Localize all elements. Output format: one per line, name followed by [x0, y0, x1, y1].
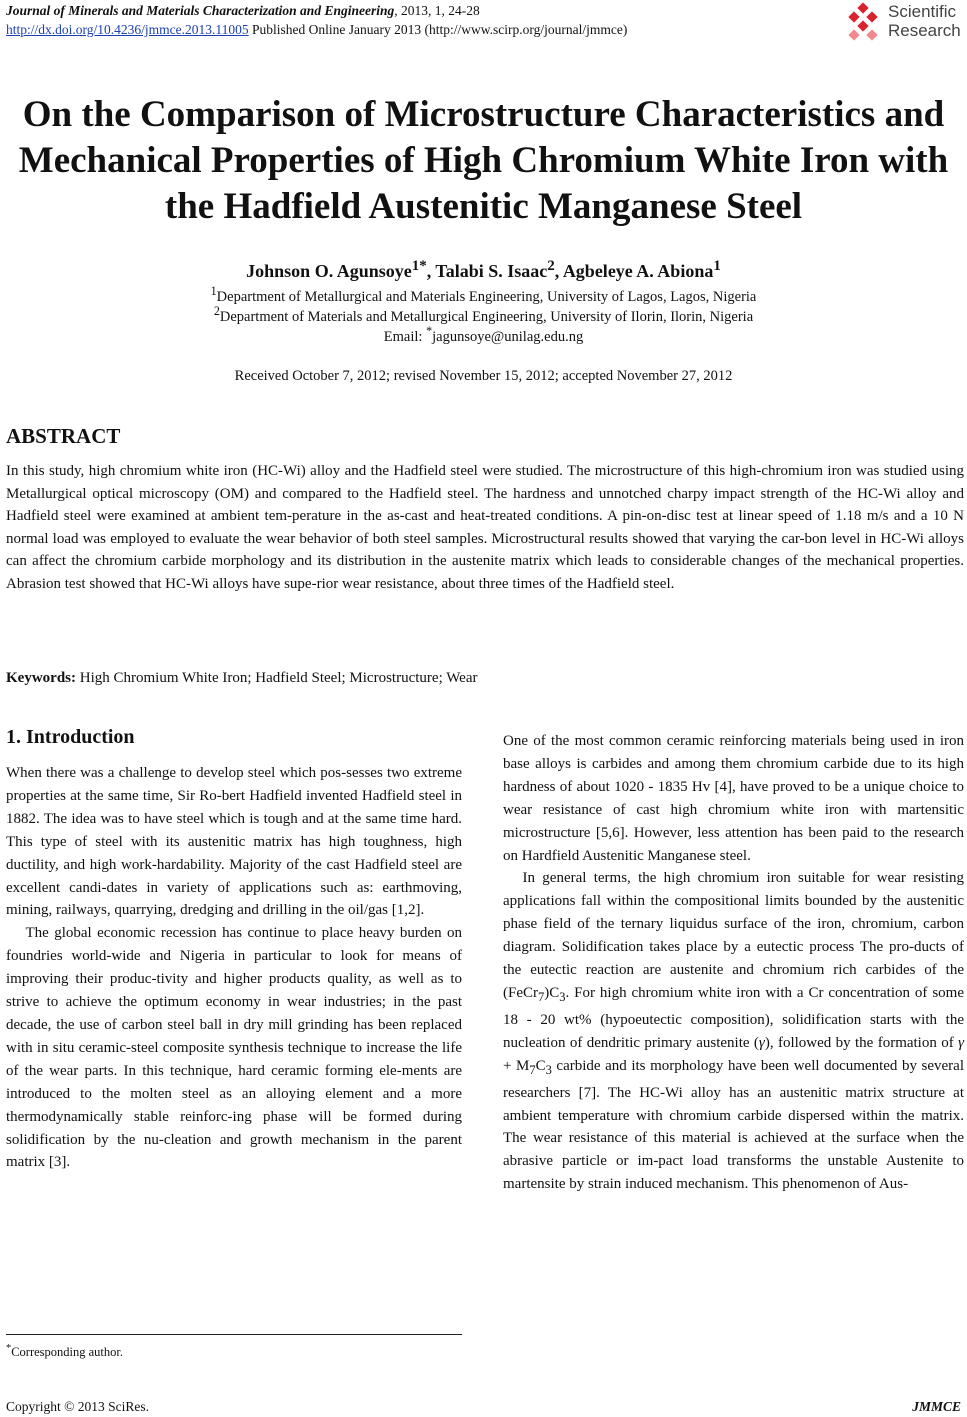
section-heading-introduction: 1. Introduction — [6, 726, 135, 748]
journal-name: Journal of Minerals and Materials Characterization and Engineering — [6, 3, 395, 18]
logo-word-2: Research — [888, 21, 961, 40]
journal-abbreviation: JMMCE — [912, 1399, 961, 1414]
received-dates: Received October 7, 2012; revised November 15, 2012; accepted November 27, 2012 — [234, 368, 733, 384]
intro-paragraph-3: One of the most common ceramic reinforcing materials being used in iron base alloys is carbides and among them chromium carbide due to its high hardness of about 1020 - 1835 Hv [4], have proved to be a unique choice to wear resistance of cast high chromium white iron with martensitic microstructure [5,6]. However, less attention has been paid to the research on Hardfield Austenitic Manganese steel. — [503, 733, 964, 864]
author-2: Talabi S. Isaac — [435, 261, 548, 281]
logo-word-1: Scientific — [888, 2, 957, 21]
journal-volume: , 2013, 1, 24-28 — [394, 3, 480, 18]
footnote-divider — [6, 1334, 462, 1335]
publisher-logo — [846, 2, 966, 46]
keywords-list: High Chromium White Iron; Hadfield Steel; Microstructure; Wear — [76, 670, 478, 686]
doi-line — [6, 22, 627, 38]
title-line-2: Mechanical Properties of High Chromium White Iron with — [18, 140, 949, 181]
abstract-text: In this study, high chromium white iron (HC-Wi) alloy and the Hadfield steel were studied. The microstructure of this high-chromium iron was studied using Metallurgical optical microscopy (OM) and compared to the Hadfield steel. The hardness and unnotched charpy impact strength of the HC-Wi alloy and Hadfield steel were examined at ambient tem-perature in the as-cast and heat-treated conditions. A pin-on-disc test at linear speed of 1.18 m/s and a 10 N normal load was employed to evaluate the wear behavior of both steel samples. Microstructural results showed that varying the car-bon level in HC-Wi alloys can affect the chromium carbide morphology and its distribution in the austenite matrix which leads to considerable changes of the mechanical properties. Abrasion test showed that HC-Wi alloys have supe-rior wear resistance, about three times of the Hadfield steel. — [6, 463, 964, 592]
affiliation-2: $^2$Department of Materials and Metallurgical Engineering, University of Ilorin, Ilorin, Nigeria — [213, 304, 754, 325]
author-1: Johnson O. Agunsoye — [246, 261, 412, 281]
keywords — [6, 670, 477, 687]
intro-paragraph-1: When there was a challenge to develop steel which pos-sesses two extreme properties at the same time, Sir Ro-bert Hadfield invented Hadfield steel in 1882. The idea was to have steel which is tough and at the same time hard. This type of steel with its austenitic matrix has high toughness, high ductility, and high work-hardability. Majority of the cast Hadfield steel are excellent candi-dates in variety of applications such as: earthmoving, mining, railways, quarrying, dredging and drilling in the oil/gas [1,2]. — [6, 765, 462, 919]
author-1-sup: 1* — [411, 258, 427, 274]
author-3: Agbeleye A. Abiona — [562, 261, 714, 281]
title-line-1: On the Comparison of Microstructure Characteristics and — [22, 94, 945, 135]
footnote: *Corresponding author. — [6, 1343, 123, 1360]
author-2-sup: 2 — [547, 258, 555, 274]
email-address[interactable]: jagunsoye@unilag.edu.ng — [432, 328, 584, 345]
author-list: Johnson O. Agunsoye$^{1*}$, Talabi S. Isaac$^2$, Agbeleye A. Abiona$^1$ — [246, 258, 721, 281]
published-note: Published Online January 2013 (http://www.scirp.org/journal/jmmce) — [248, 22, 628, 37]
intro-paragraph-4: In general terms, the high chromium iron suitable for wear resisting applications fall within the compositional limits bounded by the austenitic phase field of the ternary liquidus surface of the iron, chromium, carbon diagram. Solidification takes place by a eutectic process The pro-ducts of the eutectic reaction are austenite and chromium rich carbides of the $(FeCr_7)C_3$. For high chromium white iron with a Cr concentration of some 18 - 20 wt% (hypoeutectic composition), solidification starts with the nucleation of dendritic primary austenite (γ), followed by the formation of $\gamma + M_7C_3$ carbide and its morphology have been well documented by several researchers [7]. The HC-Wi alloy has an austenitic matrix structure at ambient temperature with chromium carbide dispersed within the matrix. The wear resistance of this material is achieved at the surface when the abrasive particle or im-pact load transforms the unstable Austenite to martensite by strain induced mechanism. This phenomenon of Aus- — [503, 870, 965, 1193]
left-column — [6, 762, 462, 1174]
abstract-heading: ABSTRACT — [6, 424, 121, 448]
doi-link[interactable]: http://dx.doi.org/10.4236/jmmce.2013.11005 — [6, 22, 249, 37]
keywords-label: Keywords: — [6, 670, 76, 686]
logo-mark-icon — [846, 4, 880, 40]
intro-paragraph-2: The global economic recession has continue to place heavy burden on foundries world-wide and Nigeria in particular to look for means of improving their produc-tivity and higher products quality, as well as to strive to achieve the optimum economy in wear industries; in the past decade, the use of carbon steel ball in dry mill grinding has been replaced with in situ ceramic-steel composite synthesis technique to increase the life of the wear parts. In this technique, hard ceramic forming ele-ments are introduced to the molten steel as an alloying element and a more thermodynamically stable reinforc-ing phase will be formed during solidification by the nu-cleation and growth mechanism in the parent matrix [3]. — [6, 925, 462, 1171]
copyright: Copyright © 2013 SciRes. — [6, 1399, 150, 1414]
title-line-3: the Hadfield Austenitic Manganese Steel — [164, 186, 803, 227]
paper-title — [0, 92, 967, 230]
affiliation-1: $^1$Department of Metallurgical and Materials Engineering, University of Lagos, Lagos, Nigeria — [210, 284, 757, 305]
author-email: Email: *jagunsoye@unilag.edu.ng — [383, 324, 584, 345]
author-3-sup: 1 — [713, 258, 721, 274]
journal-header — [6, 3, 480, 19]
right-column — [503, 730, 964, 1196]
